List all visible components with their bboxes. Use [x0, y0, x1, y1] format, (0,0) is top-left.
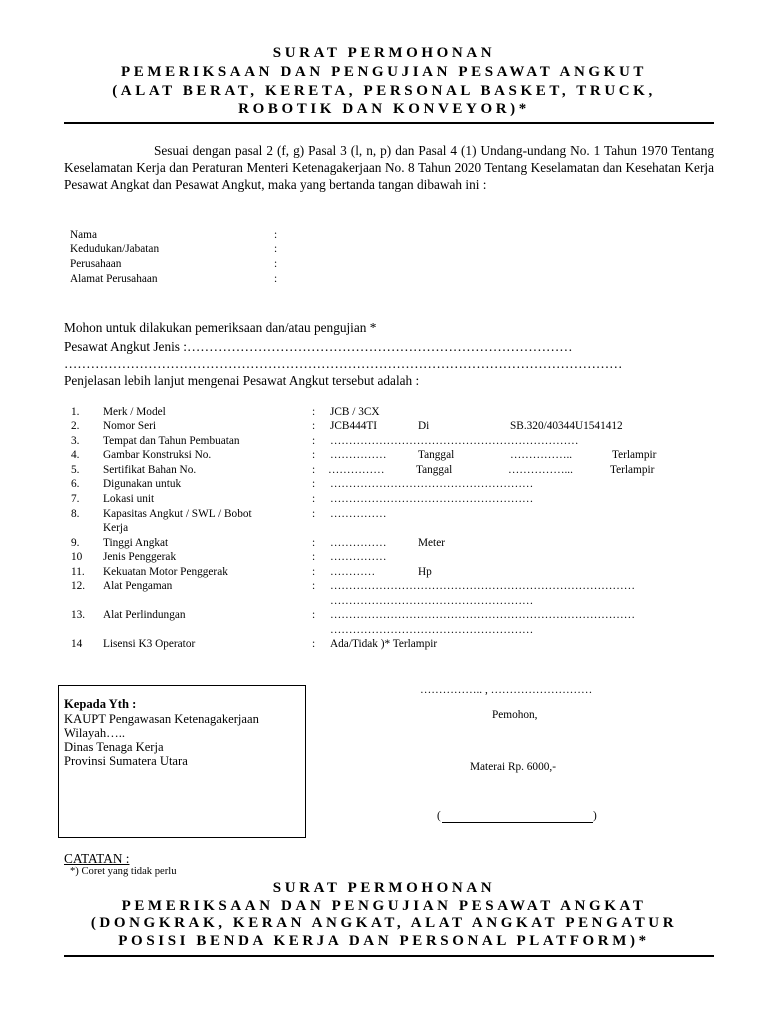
item-no: 11. — [71, 566, 85, 578]
item-label: Merk / Model — [103, 406, 166, 418]
request-line-dots: ……………………………………………………………………………………………………………… — [64, 356, 623, 371]
item-no: 2. — [71, 420, 80, 432]
notes-text: *) Coret yang tidak perlu — [70, 866, 177, 877]
item-value-tanggal: Tanggal — [418, 449, 455, 461]
doc-title-line-1: SURAT PERMOHONAN — [272, 45, 496, 61]
item-value: …………… — [330, 537, 387, 549]
item-label: Lisensi K3 Operator — [103, 638, 196, 650]
signature-role: Pemohon, — [492, 709, 538, 721]
signature-place-date: …………….. , ……………………… — [420, 684, 593, 696]
item-no: 3. — [71, 435, 80, 447]
recipient-heading: Kepada Yth : — [64, 697, 137, 711]
item-label: Kapasitas Angkut / SWL / Bobot — [103, 508, 252, 520]
field-sep: : — [274, 273, 278, 285]
item-value: ………… — [330, 566, 376, 578]
next-title-line-4: POSISI BENDA KERJA DAN PERSONAL PLATFORM)* — [118, 933, 650, 949]
request-line-jenis: Pesawat Angkut Jenis :…………………………………………………………………………… — [64, 339, 573, 354]
item-no: 14 — [71, 638, 83, 650]
item-no: 8. — [71, 508, 80, 520]
item-label: Gambar Konstruksi No. — [103, 449, 212, 461]
item-label: Kekuatan Motor Penggerak — [103, 566, 228, 578]
item-value: …………… — [328, 464, 385, 476]
item-value: …………… — [330, 449, 387, 461]
item-sep: : — [312, 464, 316, 476]
item-value: Ada/Tidak )* Terlampir — [330, 638, 438, 650]
field-label-nama: Nama — [70, 229, 97, 241]
field-sep: : — [274, 243, 278, 255]
item-value-sb: SB.320/40344U1541412 — [510, 420, 623, 432]
next-title-line-2: PEMERIKSAAN DAN PENGUJIAN PESAWAT ANGKAT — [121, 898, 647, 914]
item-no: 4. — [71, 449, 80, 461]
item-sep: : — [312, 566, 316, 578]
recipient-line: Provinsi Sumatera Utara — [64, 754, 188, 768]
recipient-box — [58, 685, 306, 838]
item-label: Alat Pengaman — [103, 580, 173, 592]
item-value-di: Di — [418, 420, 430, 432]
item-no: 6. — [71, 478, 80, 490]
intro-paragraph: Sesuai dengan pasal 2 (f, g) Pasal 3 (l, n, p) dan Pasal 4 (1) Undang-undang No. 1 Tahun 1970 Tentang Keselamatan Kerja dan Peraturan Menteri Ketenagakerjaan No. 8 Tahun 2020 Tentang Keselamatan dan Kesehatan Kerja Pesawat Angkat dan Pesawat Angkut, maka yang bertanda tangan dibawah ini : — [64, 143, 714, 193]
signature-stamp: Materai Rp. 6000,- — [470, 761, 556, 773]
item-sep: : — [312, 420, 316, 432]
item-value-unit: Hp — [418, 566, 432, 578]
item-sep: : — [312, 551, 316, 563]
notes-heading: CATATAN : — [64, 851, 130, 866]
item-value-cont: ……………………………………………… — [330, 595, 534, 607]
item-no: 5. — [71, 464, 80, 476]
item-label: Sertifikat Bahan No. — [103, 464, 197, 476]
item-value: ……………………………………………………………………… — [330, 609, 636, 621]
recipient-line: Wilayah….. — [64, 726, 126, 740]
recipient-line: Dinas Tenaga Kerja — [64, 740, 164, 754]
item-sep: : — [312, 508, 316, 520]
item-value: JCB / 3CX — [330, 406, 380, 418]
item-sep: : — [312, 638, 316, 650]
item-value: …………… — [330, 508, 387, 520]
signature-name-open: ( — [437, 810, 441, 822]
signature-name-close: ) — [593, 810, 597, 822]
item-sep: : — [312, 609, 316, 621]
item-sep: : — [312, 537, 316, 549]
item-value-terlampir: Terlampir — [612, 449, 657, 461]
doc-title-line-4: ROBOTIK DAN KONVEYOR)* — [238, 101, 530, 117]
item-sep: : — [312, 449, 316, 461]
next-header-rule — [64, 955, 714, 957]
field-sep: : — [274, 258, 278, 270]
next-title-line-1: SURAT PERMOHONAN — [272, 880, 496, 896]
item-sep: : — [312, 435, 316, 447]
item-label: Tinggi Angkat — [103, 537, 169, 549]
item-value-date: ……………... — [508, 464, 573, 476]
field-label-perusahaan: Perusahaan — [70, 258, 122, 270]
item-no: 10 — [71, 551, 83, 563]
doc-title-line-2: PEMERIKSAAN DAN PENGUJIAN PESAWAT ANGKUT — [121, 64, 647, 80]
recipient-line: KAUPT Pengawasan Ketenagakerjaan — [64, 712, 259, 726]
item-no: 12. — [71, 580, 86, 592]
item-value: ……………………………………………… — [330, 493, 534, 505]
item-no: 13. — [71, 609, 86, 621]
item-sep: : — [312, 478, 316, 490]
field-label-jabatan: Kedudukan/Jabatan — [70, 243, 160, 255]
item-label-cont: Kerja — [103, 522, 129, 534]
item-value-date: …………….. — [510, 449, 573, 461]
header-rule — [64, 122, 714, 124]
field-label-alamat: Alamat Perusahaan — [70, 273, 158, 285]
item-label: Jenis Penggerak — [103, 551, 177, 563]
item-value: ……………………………………………………………………… — [330, 580, 636, 592]
item-value-unit: Meter — [418, 537, 445, 549]
doc-title-line-3: (ALAT BERAT, KERETA, PERSONAL BASKET, TRUCK, — [112, 83, 656, 99]
item-value: ……………………………………………… — [330, 478, 534, 490]
signature-name-line — [442, 822, 593, 823]
item-label: Lokasi unit — [103, 493, 155, 505]
item-no: 9. — [71, 537, 80, 549]
next-title-line-3: (DONGKRAK, KERAN ANGKAT, ALAT ANGKAT PENGATUR — [90, 915, 678, 931]
item-value-tanggal: Tanggal — [416, 464, 453, 476]
request-line-1: Mohon untuk dilakukan pemeriksaan dan/atau pengujian * — [64, 320, 377, 335]
item-sep: : — [312, 493, 316, 505]
item-value: …………… — [330, 551, 387, 563]
item-sep: : — [312, 580, 316, 592]
item-label: Digunakan untuk — [103, 478, 182, 490]
item-no: 1. — [71, 406, 80, 418]
item-label: Alat Perlindungan — [103, 609, 186, 621]
item-value: ………………………………………………………… — [330, 435, 579, 447]
item-value-terlampir: Terlampir — [610, 464, 655, 476]
item-label: Nomor Seri — [103, 420, 157, 432]
item-sep: : — [312, 406, 316, 418]
request-line-penjelasan: Penjelasan lebih lanjut mengenai Pesawat Angkut tersebut adalah : — [64, 373, 420, 388]
item-label: Tempat dan Tahun Pembuatan — [103, 435, 240, 447]
item-value-cont: ……………………………………………… — [330, 624, 534, 636]
field-sep: : — [274, 229, 278, 241]
item-no: 7. — [71, 493, 80, 505]
item-value: JCB444TI — [330, 420, 378, 432]
